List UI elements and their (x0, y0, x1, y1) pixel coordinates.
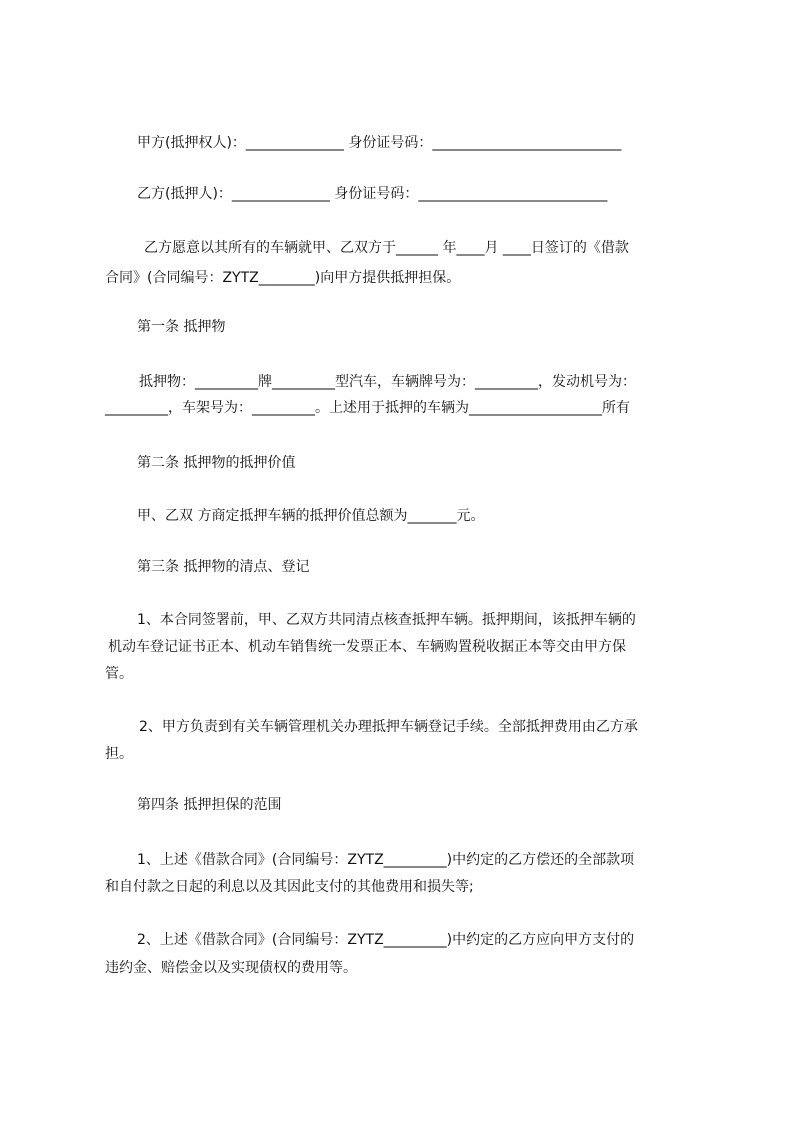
article-3-item-1-line-2: 机动车登记证书正本、机动车销售统一发票正本、车辆购置税收据正本等交由甲方保 (108, 639, 626, 655)
article-3-title: 第三条 抵押物的清点、登记 (137, 559, 310, 575)
party-a-line: 甲方(抵押权人)：______________ 身份证号码：___________________________ (137, 135, 622, 151)
party-b-line: 乙方(抵押人)：______________ 身份证号码：___________________________ (137, 186, 608, 202)
article-3-item-2-line-1: 2、甲方负责到有关车辆管理机关办理抵押车辆登记手续。全部抵押费用由乙方承 (139, 719, 638, 735)
article-4-title: 第四条 抵押担保的范围 (137, 797, 282, 813)
article-3-item-2-line-2: 担。 (105, 746, 133, 762)
intro-line-2: 合同》(合同编号：ZYTZ________)向甲方提供抵押担保。 (105, 270, 461, 286)
article-2-title: 第二条 抵押物的抵押价值 (137, 455, 296, 471)
article-4-item-2-line-1: 2、上述《借款合同》(合同编号：ZYTZ_________)中约定的乙方应向甲方支付的 (137, 932, 635, 948)
article-1-line-2: _________，车架号为：_________。上述用于抵押的车辆为___________________所有 (105, 400, 630, 416)
intro-line-1: 乙方愿意以其所有的车辆就甲、乙双方于______ 年____月 ____日签订的《借款 (144, 240, 629, 256)
article-4-item-2-line-2: 违约金、赔偿金以及实现债权的费用等。 (105, 960, 357, 976)
article-3-item-1-line-1: 1、本合同签署前，甲、乙双方共同清点核查抵押车辆。抵押期间，该抵押车辆的 (137, 612, 636, 628)
article-2-body: 甲、乙双 方商定抵押车辆的抵押价值总额为_______元。 (137, 508, 485, 524)
article-3-item-1-line-3: 管。 (105, 666, 133, 682)
article-4-item-1-line-1: 1、上述《借款合同》(合同编号：ZYTZ_________)中约定的乙方偿还的全部款项 (137, 852, 635, 868)
article-1-title: 第一条 抵押物 (137, 319, 226, 335)
article-4-item-1-line-2: 和自付款之日起的利息以及其因此支付的其他费用和损失等; (105, 879, 474, 895)
article-1-line-1: 抵押物：_________牌_________型汽车，车辆牌号为：_________，发动机号为： (139, 374, 636, 390)
